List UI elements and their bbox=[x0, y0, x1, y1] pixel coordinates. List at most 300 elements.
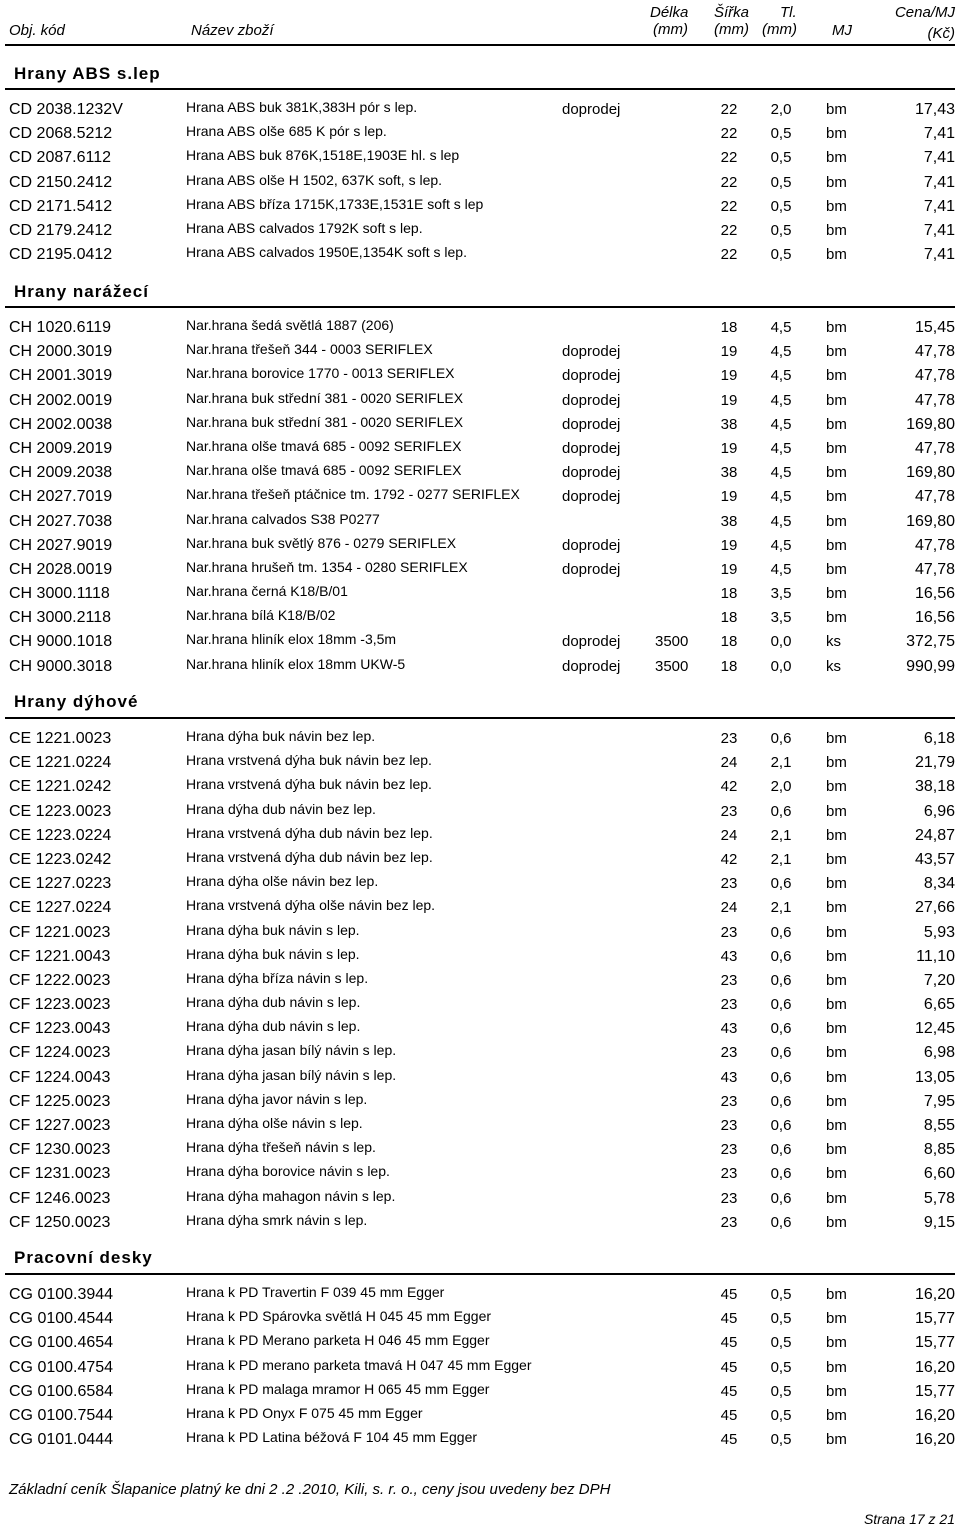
cell-name: Hrana k PD Onyx F 075 45 mm Egger bbox=[186, 1404, 423, 1421]
cell-unit: bm bbox=[826, 1068, 847, 1086]
cell-width: 24 bbox=[720, 899, 738, 917]
table-row bbox=[0, 969, 960, 993]
cell-thickness: 0,5 bbox=[770, 221, 792, 239]
cell-thickness: 0,5 bbox=[770, 1406, 792, 1424]
cell-width: 22 bbox=[720, 246, 738, 264]
table-row bbox=[0, 800, 960, 824]
cell-width: 45 bbox=[720, 1382, 738, 1400]
cell-width: 38 bbox=[720, 464, 738, 482]
cell-code: CH 9000.3018 bbox=[9, 657, 113, 675]
table-row bbox=[0, 1041, 960, 1065]
cell-price: 47,78 bbox=[914, 343, 955, 361]
cell-code: CF 1222.0023 bbox=[9, 971, 111, 989]
cell-price: 16,20 bbox=[914, 1431, 955, 1449]
cell-price: 47,78 bbox=[914, 391, 955, 409]
cell-code: CD 2087.6112 bbox=[9, 149, 111, 167]
cell-unit: bm bbox=[826, 875, 847, 893]
header-length-unit: (mm) bbox=[653, 21, 688, 38]
cell-unit: bm bbox=[826, 1431, 847, 1449]
cell-code: CF 1231.0023 bbox=[9, 1165, 111, 1183]
cell-width: 18 bbox=[720, 633, 738, 651]
cell-code: CD 2038.1232V bbox=[9, 101, 123, 118]
cell-name: Nar.hrana buk střední 381 - 0020 SERIFLEX bbox=[186, 389, 464, 406]
header-rule bbox=[5, 44, 955, 46]
cell-thickness: 0,5 bbox=[770, 246, 792, 264]
cell-thickness: 0,6 bbox=[770, 1092, 792, 1110]
cell-code: CH 2001.3019 bbox=[9, 367, 113, 385]
cell-code: CF 1250.0023 bbox=[9, 1213, 111, 1231]
cell-width: 42 bbox=[720, 778, 738, 796]
cell-thickness: 0,5 bbox=[770, 173, 792, 191]
cell-price: 15,77 bbox=[914, 1382, 955, 1400]
cell-code: CG 0100.4754 bbox=[9, 1358, 114, 1376]
cell-note: doprodej bbox=[562, 488, 621, 506]
cell-price: 990,99 bbox=[906, 657, 955, 675]
cell-thickness: 0,0 bbox=[770, 633, 792, 651]
cell-price: 11,10 bbox=[916, 947, 955, 965]
table-row bbox=[0, 775, 960, 799]
cell-price: 16,20 bbox=[914, 1358, 955, 1376]
cell-width: 22 bbox=[720, 197, 738, 215]
table-row bbox=[0, 1017, 960, 1041]
cell-price: 7,20 bbox=[923, 971, 955, 989]
cell-price: 169,80 bbox=[906, 512, 955, 530]
cell-thickness: 2,1 bbox=[770, 754, 792, 772]
cell-price: 7,41 bbox=[923, 173, 955, 191]
cell-code: CH 2009.2019 bbox=[9, 439, 113, 457]
cell-name: Nar.hrana bílá K18/B/02 bbox=[186, 607, 336, 624]
cell-unit: bm bbox=[826, 1382, 847, 1400]
cell-unit: bm bbox=[826, 246, 847, 264]
cell-length: 3500 bbox=[655, 633, 689, 651]
cell-price: 7,41 bbox=[923, 221, 955, 239]
table-row bbox=[0, 1162, 960, 1186]
cell-thickness: 2,1 bbox=[770, 899, 792, 917]
cell-note: doprodej bbox=[562, 464, 621, 482]
table-row bbox=[0, 1428, 960, 1452]
cell-unit: bm bbox=[826, 367, 847, 385]
cell-width: 42 bbox=[720, 850, 738, 868]
cell-code: CF 1224.0043 bbox=[9, 1068, 111, 1086]
cell-unit: bm bbox=[826, 125, 847, 143]
cell-name: Hrana vrstvená dýha dub návin bez lep. bbox=[186, 848, 433, 865]
header-width-label: Šířka bbox=[714, 4, 750, 21]
cell-code: CH 9000.1018 bbox=[9, 633, 113, 651]
table-row bbox=[0, 727, 960, 751]
cell-unit: bm bbox=[826, 1141, 847, 1159]
cell-price: 16,20 bbox=[914, 1286, 955, 1303]
cell-name: Hrana dýha buk návin bez lep. bbox=[186, 728, 376, 744]
cell-thickness: 0,6 bbox=[770, 1141, 792, 1159]
cell-thickness: 0,6 bbox=[770, 923, 792, 941]
cell-name: Hrana vrstvená dýha olše návin bez lep. bbox=[186, 897, 436, 914]
table-row bbox=[0, 195, 960, 219]
table-row bbox=[0, 389, 960, 413]
section-title: Hrany narážecí bbox=[14, 282, 149, 301]
cell-price: 372,75 bbox=[906, 633, 955, 651]
cell-thickness: 0,5 bbox=[770, 1334, 792, 1352]
cell-note: doprodej bbox=[562, 391, 621, 409]
table-row bbox=[0, 824, 960, 848]
cell-unit: bm bbox=[826, 971, 847, 989]
cell-price: 47,78 bbox=[914, 367, 955, 385]
cell-name: Hrana dýha olše návin bez lep. bbox=[186, 873, 379, 890]
cell-thickness: 0,5 bbox=[770, 125, 792, 143]
section-title: Hrany ABS s.lep bbox=[14, 64, 161, 83]
cell-unit: bm bbox=[826, 560, 847, 578]
section-rule bbox=[5, 88, 955, 90]
cell-note: doprodej bbox=[562, 536, 621, 554]
cell-thickness: 0,6 bbox=[770, 1068, 792, 1086]
cell-code: CH 1020.6119 bbox=[9, 319, 111, 336]
table-row bbox=[0, 243, 960, 267]
cell-thickness: 0,6 bbox=[770, 1165, 792, 1183]
cell-code: CE 1223.0242 bbox=[9, 850, 112, 868]
cell-code: CH 2028.0019 bbox=[9, 560, 113, 578]
table-row bbox=[0, 655, 960, 679]
cell-unit: bm bbox=[826, 1406, 847, 1424]
section-rule bbox=[5, 306, 955, 308]
cell-width: 45 bbox=[720, 1431, 738, 1449]
table-row bbox=[0, 848, 960, 872]
cell-price: 6,18 bbox=[923, 730, 955, 747]
cell-price: 27,66 bbox=[914, 899, 955, 917]
cell-code: CE 1221.0023 bbox=[9, 730, 112, 747]
table-row bbox=[0, 122, 960, 146]
cell-thickness: 4,5 bbox=[770, 367, 792, 385]
cell-width: 23 bbox=[720, 971, 738, 989]
cell-price: 7,41 bbox=[923, 246, 955, 264]
cell-width: 19 bbox=[720, 560, 738, 578]
table-row bbox=[0, 1404, 960, 1428]
cell-name: Hrana k PD Merano parketa H 046 45 mm Egger bbox=[186, 1332, 490, 1349]
cell-price: 38,18 bbox=[914, 778, 955, 796]
cell-note: doprodej bbox=[562, 343, 621, 361]
section-rows bbox=[0, 98, 960, 267]
cell-name: Hrana k PD merano parketa tmavá H 047 45 mm Egger bbox=[186, 1356, 532, 1373]
cell-name: Hrana dýha buk návin s lep. bbox=[186, 945, 360, 962]
cell-name: Hrana vrstvená dýha dub návin bez lep. bbox=[186, 824, 433, 841]
cell-width: 23 bbox=[720, 923, 738, 941]
cell-code: CG 0100.6584 bbox=[9, 1382, 114, 1400]
table-row bbox=[0, 1380, 960, 1404]
cell-thickness: 4,5 bbox=[770, 439, 792, 457]
cell-width: 23 bbox=[720, 802, 738, 820]
cell-thickness: 3,5 bbox=[770, 609, 792, 627]
cell-name: Nar.hrana buk střední 381 - 0020 SERIFLEX bbox=[186, 413, 464, 430]
cell-width: 23 bbox=[720, 1141, 738, 1159]
header-code: Obj. kód bbox=[9, 22, 65, 39]
cell-name: Hrana k PD Travertin F 039 45 mm Egger bbox=[186, 1284, 445, 1300]
cell-thickness: 4,5 bbox=[770, 464, 792, 482]
cell-thickness: 0,5 bbox=[770, 1358, 792, 1376]
cell-code: CF 1221.0043 bbox=[9, 947, 111, 965]
cell-thickness: 4,5 bbox=[770, 512, 792, 530]
cell-width: 24 bbox=[720, 754, 738, 772]
cell-price: 15,77 bbox=[914, 1334, 955, 1352]
cell-name: Hrana dýha javor návin s lep. bbox=[186, 1090, 368, 1107]
cell-name: Hrana dýha smrk návin s lep. bbox=[186, 1211, 368, 1228]
cell-unit: bm bbox=[826, 1334, 847, 1352]
cell-price: 24,87 bbox=[914, 826, 955, 844]
cell-price: 43,57 bbox=[914, 850, 955, 868]
cell-code: CG 0100.4544 bbox=[9, 1310, 114, 1328]
cell-thickness: 4,5 bbox=[770, 560, 792, 578]
cell-unit: bm bbox=[826, 1189, 847, 1207]
table-row bbox=[0, 945, 960, 969]
cell-code: CH 2000.3019 bbox=[9, 343, 113, 361]
cell-width: 19 bbox=[720, 391, 738, 409]
cell-price: 21,79 bbox=[914, 754, 955, 772]
cell-width: 45 bbox=[720, 1358, 738, 1376]
cell-name: Nar.hrana černá K18/B/01 bbox=[186, 583, 348, 600]
cell-code: CG 0101.0444 bbox=[9, 1431, 114, 1449]
cell-code: CF 1230.0023 bbox=[9, 1141, 111, 1159]
cell-length: 3500 bbox=[655, 657, 689, 675]
cell-width: 18 bbox=[720, 657, 738, 675]
cell-width: 19 bbox=[720, 343, 738, 361]
cell-thickness: 0,6 bbox=[770, 1044, 792, 1062]
cell-thickness: 0,5 bbox=[770, 1286, 792, 1303]
cell-name: Hrana ABS olše H 1502, 637K soft, s lep. bbox=[186, 171, 443, 188]
cell-name: Hrana k PD Spárovka světlá H 045 45 mm Egger bbox=[186, 1308, 492, 1325]
cell-thickness: 0,6 bbox=[770, 802, 792, 820]
table-row bbox=[0, 1090, 960, 1114]
cell-width: 19 bbox=[720, 488, 738, 506]
cell-width: 23 bbox=[720, 996, 738, 1014]
cell-width: 19 bbox=[720, 367, 738, 385]
cell-name: Hrana dýha jasan bílý návin s lep. bbox=[186, 1066, 397, 1083]
cell-unit: bm bbox=[826, 1286, 847, 1303]
cell-price: 169,80 bbox=[906, 464, 955, 482]
cell-unit: bm bbox=[826, 221, 847, 239]
cell-unit: ks bbox=[826, 633, 841, 651]
cell-price: 7,95 bbox=[923, 1092, 955, 1110]
cell-thickness: 2,0 bbox=[770, 778, 792, 796]
cell-code: CF 1223.0043 bbox=[9, 1020, 111, 1038]
table-row bbox=[0, 437, 960, 461]
cell-code: CG 0100.3944 bbox=[9, 1286, 114, 1303]
table-row bbox=[0, 146, 960, 170]
table-row bbox=[0, 921, 960, 945]
cell-width: 43 bbox=[720, 1068, 738, 1086]
table-row bbox=[0, 1114, 960, 1138]
cell-unit: bm bbox=[826, 1117, 847, 1134]
cell-width: 18 bbox=[720, 609, 738, 627]
cell-price: 6,65 bbox=[923, 996, 955, 1014]
cell-code: CE 1221.0224 bbox=[9, 754, 112, 772]
cell-name: Nar.hrana calvados S38 P0277 bbox=[186, 510, 380, 527]
cell-price: 15,77 bbox=[914, 1310, 955, 1328]
cell-name: Nar.hrana buk světlý 876 - 0279 SERIFLEX bbox=[186, 534, 457, 551]
cell-code: CE 1227.0224 bbox=[9, 899, 112, 917]
cell-code: CH 2027.7019 bbox=[9, 488, 113, 506]
cell-width: 43 bbox=[720, 1020, 738, 1038]
header-thickness-unit: (mm) bbox=[762, 21, 797, 38]
cell-name: Hrana dýha buk návin s lep. bbox=[186, 921, 360, 938]
cell-unit: bm bbox=[826, 343, 847, 361]
table-row bbox=[0, 896, 960, 920]
table-row bbox=[0, 872, 960, 896]
cell-unit: bm bbox=[826, 585, 847, 603]
cell-name: Nar.hrana hliník elox 18mm -3,5m bbox=[186, 631, 397, 648]
cell-note: doprodej bbox=[562, 439, 621, 457]
cell-note: doprodej bbox=[562, 657, 621, 675]
cell-price: 16,56 bbox=[914, 585, 955, 603]
cell-width: 23 bbox=[720, 1165, 738, 1183]
cell-name: Hrana ABS calvados 1792K soft s lep. bbox=[186, 219, 423, 236]
cell-unit: bm bbox=[826, 1092, 847, 1110]
cell-thickness: 0,6 bbox=[770, 1117, 792, 1134]
table-row bbox=[0, 1211, 960, 1235]
cell-width: 38 bbox=[720, 415, 738, 433]
table-row bbox=[0, 1066, 960, 1090]
cell-width: 23 bbox=[720, 1189, 738, 1207]
cell-code: CF 1225.0023 bbox=[9, 1092, 111, 1110]
cell-name: Hrana ABS buk 381K,383H pór s lep. bbox=[186, 99, 418, 115]
cell-code: CG 0100.7544 bbox=[9, 1406, 114, 1424]
cell-width: 19 bbox=[720, 439, 738, 457]
cell-price: 15,45 bbox=[914, 319, 955, 336]
header-thickness-label: Tl. bbox=[780, 4, 797, 21]
cell-code: CH 3000.2118 bbox=[9, 609, 111, 627]
cell-code: CH 2027.9019 bbox=[9, 536, 113, 554]
cell-unit: bm bbox=[826, 149, 847, 167]
cell-price: 6,60 bbox=[923, 1165, 955, 1183]
cell-name: Hrana dýha dub návin s lep. bbox=[186, 1018, 361, 1035]
cell-price: 5,93 bbox=[923, 923, 955, 941]
table-row bbox=[0, 558, 960, 582]
cell-width: 43 bbox=[720, 947, 738, 965]
cell-price: 8,55 bbox=[923, 1117, 955, 1134]
cell-name: Nar.hrana šedá světlá 1887 (206) bbox=[186, 317, 394, 333]
cell-width: 23 bbox=[720, 1092, 738, 1110]
cell-unit: bm bbox=[826, 1044, 847, 1062]
cell-thickness: 3,5 bbox=[770, 585, 792, 603]
table-row bbox=[0, 98, 960, 122]
table-header bbox=[0, 0, 960, 40]
cell-unit: bm bbox=[826, 1358, 847, 1376]
cell-name: Hrana dýha borovice návin s lep. bbox=[186, 1163, 390, 1180]
table-row bbox=[0, 364, 960, 388]
cell-name: Hrana dýha dub návin s lep. bbox=[186, 994, 361, 1011]
cell-code: CD 2150.2412 bbox=[9, 173, 113, 191]
cell-code: CF 1227.0023 bbox=[9, 1117, 111, 1134]
cell-name: Nar.hrana olše tmavá 685 - 0092 SERIFLEX bbox=[186, 462, 462, 479]
cell-code: CE 1221.0242 bbox=[9, 778, 112, 796]
cell-price: 7,41 bbox=[923, 125, 955, 143]
table-row bbox=[0, 1138, 960, 1162]
cell-code: CH 2009.2038 bbox=[9, 464, 113, 482]
cell-price: 17,43 bbox=[914, 101, 955, 118]
table-row bbox=[0, 751, 960, 775]
cell-unit: bm bbox=[826, 197, 847, 215]
cell-name: Hrana dýha olše návin s lep. bbox=[186, 1115, 363, 1131]
cell-name: Hrana dýha jasan bílý návin s lep. bbox=[186, 1042, 397, 1059]
table-row bbox=[0, 340, 960, 364]
header-price-unit: (Kč) bbox=[927, 25, 955, 42]
cell-unit: bm bbox=[826, 1310, 847, 1328]
header-width-unit: (mm) bbox=[714, 21, 749, 38]
section-title: Pracovní desky bbox=[14, 1248, 153, 1267]
table-row bbox=[0, 1187, 960, 1211]
cell-thickness: 4,5 bbox=[770, 391, 792, 409]
cell-price: 16,20 bbox=[914, 1406, 955, 1424]
cell-unit: bm bbox=[826, 947, 847, 965]
cell-name: Hrana k PD Latina béžová F 104 45 mm Egger bbox=[186, 1429, 478, 1446]
cell-unit: ks bbox=[826, 657, 841, 675]
cell-code: CE 1227.0223 bbox=[9, 875, 112, 893]
section-title: Hrany dýhové bbox=[14, 692, 139, 711]
cell-note: doprodej bbox=[562, 633, 621, 651]
table-row bbox=[0, 993, 960, 1017]
cell-code: CH 2002.0019 bbox=[9, 391, 113, 409]
cell-unit: bm bbox=[826, 923, 847, 941]
cell-unit: bm bbox=[826, 730, 847, 747]
cell-name: Hrana k PD malaga mramor H 065 45 mm Egger bbox=[186, 1380, 490, 1397]
cell-note: doprodej bbox=[562, 415, 621, 433]
table-row bbox=[0, 534, 960, 558]
table-row bbox=[0, 510, 960, 534]
cell-thickness: 0,5 bbox=[770, 1382, 792, 1400]
cell-price: 13,05 bbox=[914, 1068, 955, 1086]
cell-width: 23 bbox=[720, 1044, 738, 1062]
cell-unit: bm bbox=[826, 173, 847, 191]
cell-code: CD 2179.2412 bbox=[9, 221, 113, 239]
cell-name: Hrana dýha mahagon návin s lep. bbox=[186, 1187, 396, 1204]
cell-price: 6,96 bbox=[923, 802, 955, 820]
cell-unit: bm bbox=[826, 1213, 847, 1231]
cell-name: Hrana dýha dub návin bez lep. bbox=[186, 800, 376, 817]
header-name: Název zboží bbox=[191, 22, 274, 39]
cell-unit: bm bbox=[826, 802, 847, 820]
cell-name: Nar.hrana třešeň 344 - 0003 SERIFLEX bbox=[186, 341, 433, 358]
footer-note: Základní ceník Šlapanice platný ke dni 2 .2 .2010, Kili, s. r. o., ceny jsou uvedeny bez DPH bbox=[9, 1481, 611, 1498]
page-number: Strana 17 z 21 bbox=[863, 1511, 955, 1527]
cell-unit: bm bbox=[826, 850, 847, 868]
cell-unit: bm bbox=[826, 391, 847, 409]
cell-width: 22 bbox=[720, 173, 738, 191]
cell-thickness: 2,1 bbox=[770, 826, 792, 844]
cell-code: CD 2068.5212 bbox=[9, 125, 113, 143]
cell-code: CH 2027.7038 bbox=[9, 512, 113, 530]
cell-thickness: 0,5 bbox=[770, 1310, 792, 1328]
cell-price: 7,41 bbox=[923, 197, 955, 215]
cell-unit: bm bbox=[826, 319, 847, 336]
cell-price: 16,56 bbox=[914, 609, 955, 627]
cell-thickness: 4,5 bbox=[770, 319, 792, 336]
cell-thickness: 0,6 bbox=[770, 1020, 792, 1038]
cell-unit: bm bbox=[826, 899, 847, 917]
cell-thickness: 0,6 bbox=[770, 947, 792, 965]
cell-unit: bm bbox=[826, 464, 847, 482]
cell-width: 23 bbox=[720, 875, 738, 893]
cell-name: Nar.hrana borovice 1770 - 0013 SERIFLEX bbox=[186, 365, 455, 382]
cell-width: 45 bbox=[720, 1406, 738, 1424]
section-rows bbox=[0, 1283, 960, 1452]
table-row bbox=[0, 413, 960, 437]
section-rows bbox=[0, 727, 960, 1235]
section-rows bbox=[0, 316, 960, 679]
table-row bbox=[0, 606, 960, 630]
cell-width: 22 bbox=[720, 149, 738, 167]
cell-thickness: 0,0 bbox=[770, 657, 792, 675]
cell-code: CH 2002.0038 bbox=[9, 415, 113, 433]
header-unit: MJ bbox=[832, 22, 852, 39]
cell-price: 5,78 bbox=[923, 1189, 955, 1207]
header-price-label: Cena/MJ bbox=[894, 4, 955, 21]
cell-thickness: 2,1 bbox=[770, 850, 792, 868]
